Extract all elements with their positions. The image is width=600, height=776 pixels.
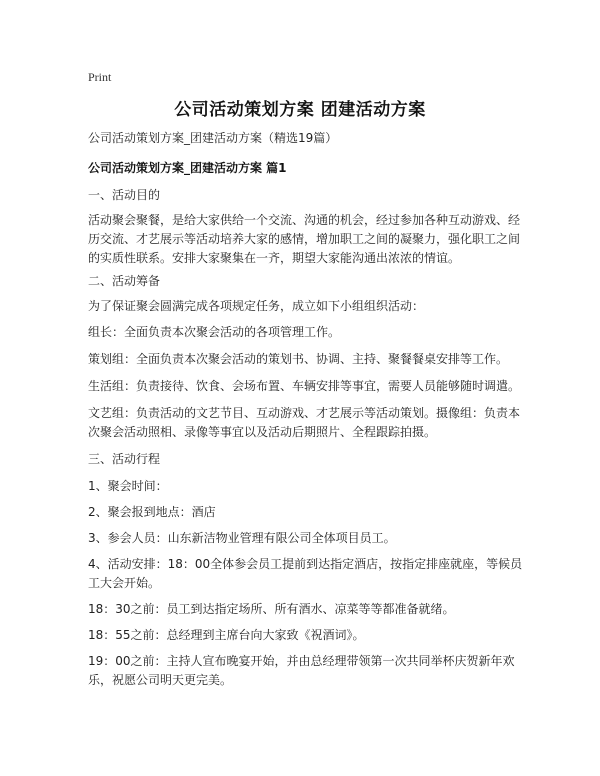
section-heading-preparation: 二、活动筹备 — [88, 274, 161, 288]
paragraph-group-leader: 组长：全面负责本次聚会活动的各项管理工作。 — [88, 325, 341, 339]
list-item-attendees: 3、参会人员：山东新洁物业管理有限公司全体项目员工。 — [88, 531, 396, 545]
schedule-1855: 18：55之前：总经理到主席台向大家致《祝酒词》。 — [88, 628, 365, 642]
list-item-location: 2、聚会报到地点：酒店 — [88, 505, 216, 519]
schedule-1900: 19：00之前：主持人宣布晚宴开始，并由总经理带领第一次共同举杯庆贺新年欢乐，祝愿公司明天更完美。 — [88, 654, 515, 687]
paragraph-logistics-group: 生活组：负责接待、饮食、会场布置、车辆安排等事宜，需要人员能够随时调遣。 — [88, 379, 521, 393]
paragraph-purpose: 活动聚会聚餐，是给大家供给一个交流、沟通的机会，经过参加各种互动游戏、经历交流、才艺展示等活动培养大家的感情，增加职工之间的凝聚力，强化职工之间的实质性联系。安排大家聚集在一齐，期望大家能沟通出浓浓的情谊。 — [88, 213, 521, 265]
list-item-arrangement: 4、活动安排：18：00全体参会员工提前到达指定酒店，按指定排座就座，等候员工大会开始。 — [88, 557, 523, 590]
section-heading-itinerary: 三、活动行程 — [88, 452, 161, 466]
section-heading-purpose: 一、活动目的 — [88, 188, 161, 202]
article-heading: 公司活动策划方案_团建活动方案 篇1 — [88, 161, 287, 175]
paragraph-planning-group: 策划组：全面负责本次聚会活动的策划书、协调、主持、聚餐餐桌安排等工作。 — [88, 352, 509, 366]
document-subtitle: 公司活动策划方案_团建活动方案（精选19篇） — [88, 131, 338, 145]
page-title: 公司活动策划方案 团建活动方案 — [174, 100, 426, 120]
print-label[interactable]: Print — [88, 70, 112, 84]
list-item-time: 1、聚会时间： — [88, 479, 168, 493]
paragraph-preparation-intro: 为了保证聚会圆满完成各项规定任务，成立如下小组组织活动： — [88, 299, 425, 313]
paragraph-arts-group: 文艺组：负责活动的文艺节目、互动游戏、才艺展示等活动策划。摄像组：负责本次聚会活动照相、录像等事宜以及活动后期照片、全程跟踪拍摄。 — [88, 406, 521, 439]
schedule-1830: 18：30之前：员工到达指定场所、所有酒水、凉菜等等都准备就绪。 — [88, 602, 455, 616]
